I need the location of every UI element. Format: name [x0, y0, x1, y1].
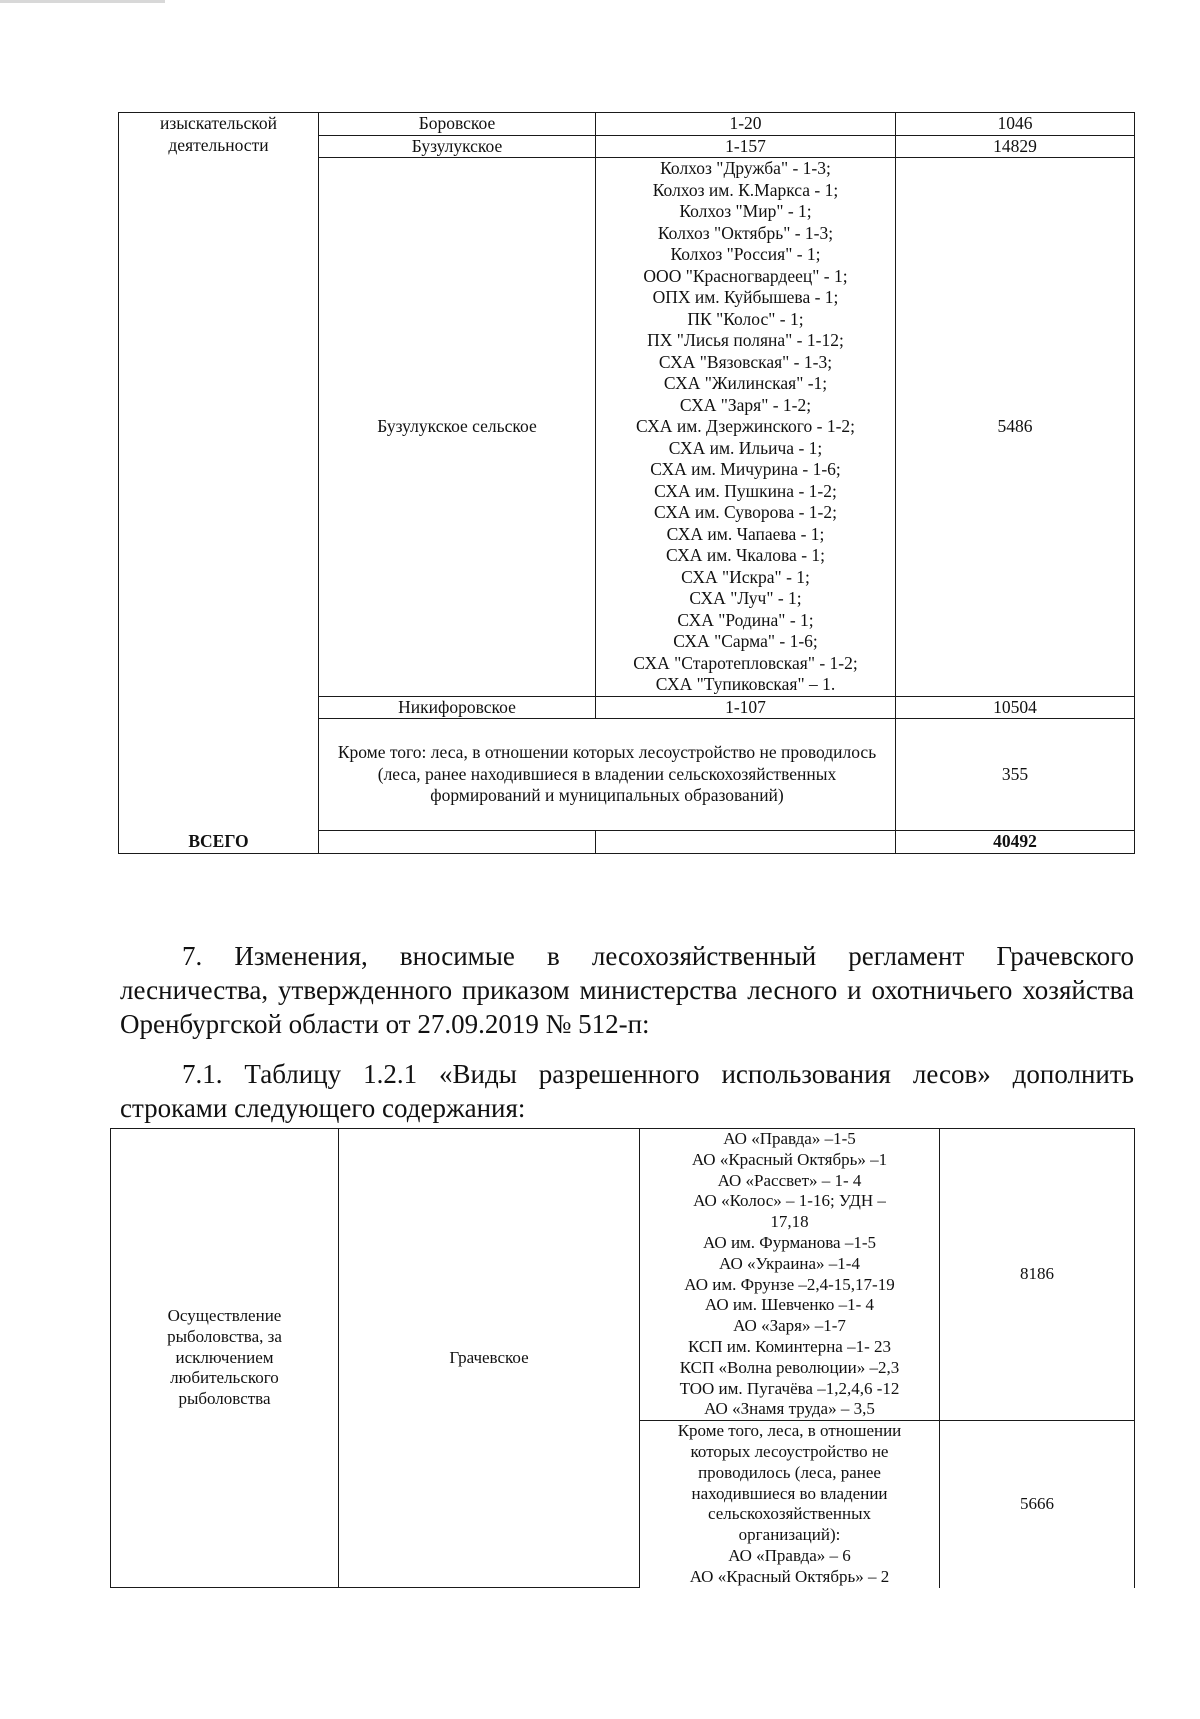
table-row	[119, 113, 1135, 136]
total-label: ВСЕГО	[119, 831, 319, 854]
table-row	[119, 831, 1135, 854]
area-cell: 8186	[940, 1129, 1135, 1421]
total-area: 40492	[896, 831, 1135, 854]
paragraph-7-1: 7.1. Таблицу 1.2.1 «Виды разрешенного использования лесов» дополнить строками следующего содержания:	[120, 1059, 1134, 1123]
forestry-table-continuation	[118, 112, 1135, 854]
forestry-cell: Боровское	[319, 113, 596, 136]
quarters-cell: 1-20	[596, 113, 896, 136]
use-type-cell: изыскательской деятельности	[119, 113, 319, 831]
area-cell: 1046	[896, 113, 1135, 136]
quarters-cell: 1-157	[596, 135, 896, 158]
forestry-cell: Никифоровское	[319, 696, 596, 719]
fishing-use-table	[110, 1128, 1135, 1588]
area-cell: 5486	[896, 158, 1135, 697]
scan-edge-mark	[0, 0, 165, 3]
quarters-cell: 1-107	[596, 696, 896, 719]
forestry-cell: Бузулукское	[319, 135, 596, 158]
empty-cell	[319, 831, 596, 854]
table-row	[111, 1129, 1135, 1421]
area-cell: 5666	[940, 1421, 1135, 1588]
quarters-cell: Кроме того, леса, в отношении которых лесоустройство не проводилось (леса, ранее находившиеся во владении сельскохозяйственных организаций): АО «Правда» – 6 АО «Красный Октябрь» – 2	[640, 1421, 940, 1588]
area-cell: 14829	[896, 135, 1135, 158]
quarters-cell: АО «Правда» –1-5 АО «Красный Октябрь» –1 АО «Рассвет» – 1- 4 АО «Колос» – 1-16; УДН – 17,18 АО им. Фурманова –1-5 АО «Украина» –1-4 АО им. Фрунзе –2,4-15,17-19 АО им. Шевченко –1- 4 АО «Заря» –1-7 КСП им. Коминтерна –1- 23 КСП «Волна революции» –2,3 ТОО им. Пугачёва –1,2,4,6 -12 АО «Знамя труда» – 3,5	[640, 1129, 940, 1421]
paragraph-7: 7. Изменения, вносимые в лесохозяйственный регламент Грачевского лесничества, утвержденного приказом министерства лесного и охотничьего хозяйства Оренбургской области от 27.09.2019 № 512-п:	[120, 941, 1134, 1039]
use-type-cell: Осуществление рыболовства, за исключением любительского рыболовства	[111, 1129, 339, 1588]
quarters-cell: Колхоз "Дружба" - 1-3; Колхоз им. К.Маркса - 1; Колхоз "Мир" - 1; Колхоз "Октябрь" - 1-3; Колхоз "Россия" - 1; ООО "Красногвардеец" - 1; ОПХ им. Куйбышева - 1; ПК "Колос" - 1; ПХ "Лисья поляна" - 1-12; СХА "Вязовская" - 1-3; СХА "Жилинская" -1; СХА "Заря" - 1-2; СХА им. Дзержинского - 1-2; СХА им. Ильича - 1; СХА им. Мичурина - 1-6; СХА им. Пушкина - 1-2; СХА им. Суворова - 1-2; СХА им. Чапаева - 1; СХА им. Чкалова - 1; СХА "Искра" - 1; СХА "Луч" - 1; СХА "Родина" - 1; СХА "Сарма" - 1-6; СХА "Старотепловская" - 1-2; СХА "Тупиковская" – 1.	[596, 158, 896, 697]
area-cell: 10504	[896, 696, 1135, 719]
empty-cell	[596, 831, 896, 854]
forestry-cell: Грачевское	[339, 1129, 640, 1588]
forestry-cell: Бузулукское сельское	[319, 158, 596, 697]
extra-forests-cell: Кроме того: леса, в отношении которых лесоустройство не проводилось (леса, ранее находившиеся в владении сельскохозяйственных формирований и муниципальных образований)	[319, 719, 896, 831]
area-cell: 355	[896, 719, 1135, 831]
